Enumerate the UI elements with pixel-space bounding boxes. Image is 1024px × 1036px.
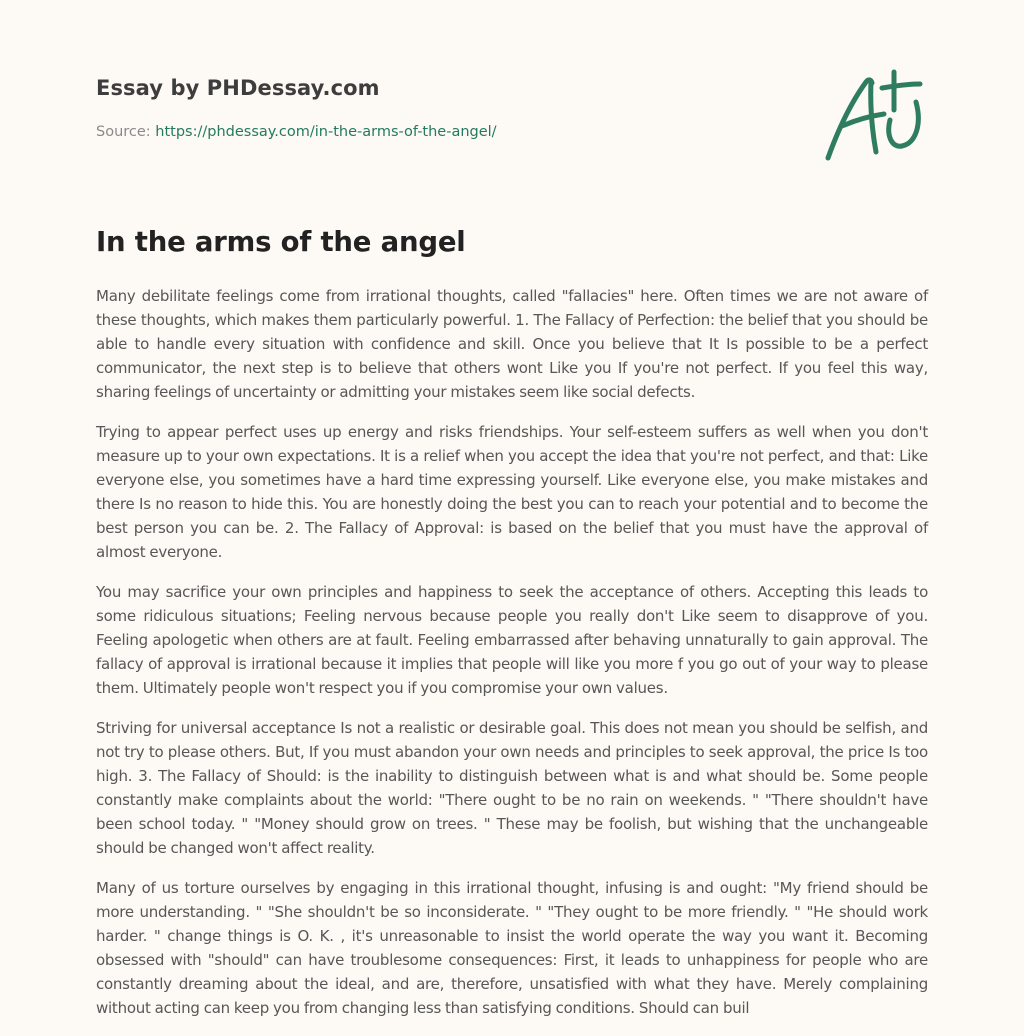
- source-link[interactable]: https://phdessay.com/in-the-arms-of-the-angel/: [155, 124, 497, 140]
- paragraph: Striving for universal acceptance Is not a realistic or desirable goal. This does not mean you should be selfish, and not try to please others. But, If you must abandon your own needs and principles to seek approval, the price Is too high. 3. The Fallacy of Should: is the inability to distinguish between what is and what should be. Some people constantly make complaints about the world: "There ought to be no rain on weekends. " "There shouldn't have been school today. " "Money should grow on trees. " These may be foolish, but wishing that the unchangeable should be changed won't affect reality.: [96, 719, 928, 857]
- page-header: [96, 60, 928, 180]
- site-brand: Essay by PHDessay.com: [96, 76, 380, 100]
- paragraph: Many of us torture ourselves by engaging in this irrational thought, infusing is and ought: "My friend should be more understanding. " "She shouldn't be so inconsiderate. " "They ought to be more friendly. " "He should work harder. " change things is O. K. , it's unreasonable to insist the world operate the way you want it. Becoming obsessed with "should" can have troublesome consequences: First, it leads to unhappiness for people who are constantly dreaming about the ideal, and are, therefore, unsatisfied with what they have. Merely complaining without acting can keep you from changing less than satisfying conditions. Should can buil: [96, 879, 928, 1017]
- a-plus-logo-icon: [824, 68, 928, 164]
- paragraph: You may sacrifice your own principles and happiness to seek the acceptance of others. Accepting this leads to some ridiculous situations; Feeling nervous because people you really don't Like seem to disapprove of you. Feeling apologetic when others are at fault. Feeling embarrassed after behaving unnaturally to gain approval. The fallacy of approval is irrational because it implies that people will like you more f you go out of your way to please them. Ultimately people won't respect you if you compromise your own values.: [96, 583, 928, 697]
- article-title: In the arms of the angel: [96, 226, 466, 258]
- paragraph: Trying to appear perfect uses up energy and risks friendships. Your self-esteem suffers as well when you don't measure up to your own expectations. It is a relief when you accept the idea that you're not perfect, and that: Like everyone else, you sometimes have a hard time expressing yourself. Like everyone else, you make mistakes and there Is no reason to hide this. You are honestly doing the best you can to reach your potential and to become the best person you can be. 2. The Fallacy of Approval: is based on the belief that you must have the approval of almost everyone.: [96, 423, 928, 561]
- article-body: [96, 284, 928, 1036]
- source-line: [96, 124, 497, 140]
- paragraph: Many debilitate feelings come from irrational thoughts, called "fallacies" here. Often times we are not aware of these thoughts, which makes them particularly powerful. 1. The Fallacy of Perfection: the belief that you should be able to handle every situation with confidence and skill. Once you believe that It Is possible to be a perfect communicator, the next step is to believe that others wont Like you If you're not perfect. If you feel this way, sharing feelings of uncertainty or admitting your mistakes seem like social defects.: [96, 287, 928, 401]
- source-label: Source:: [96, 124, 151, 140]
